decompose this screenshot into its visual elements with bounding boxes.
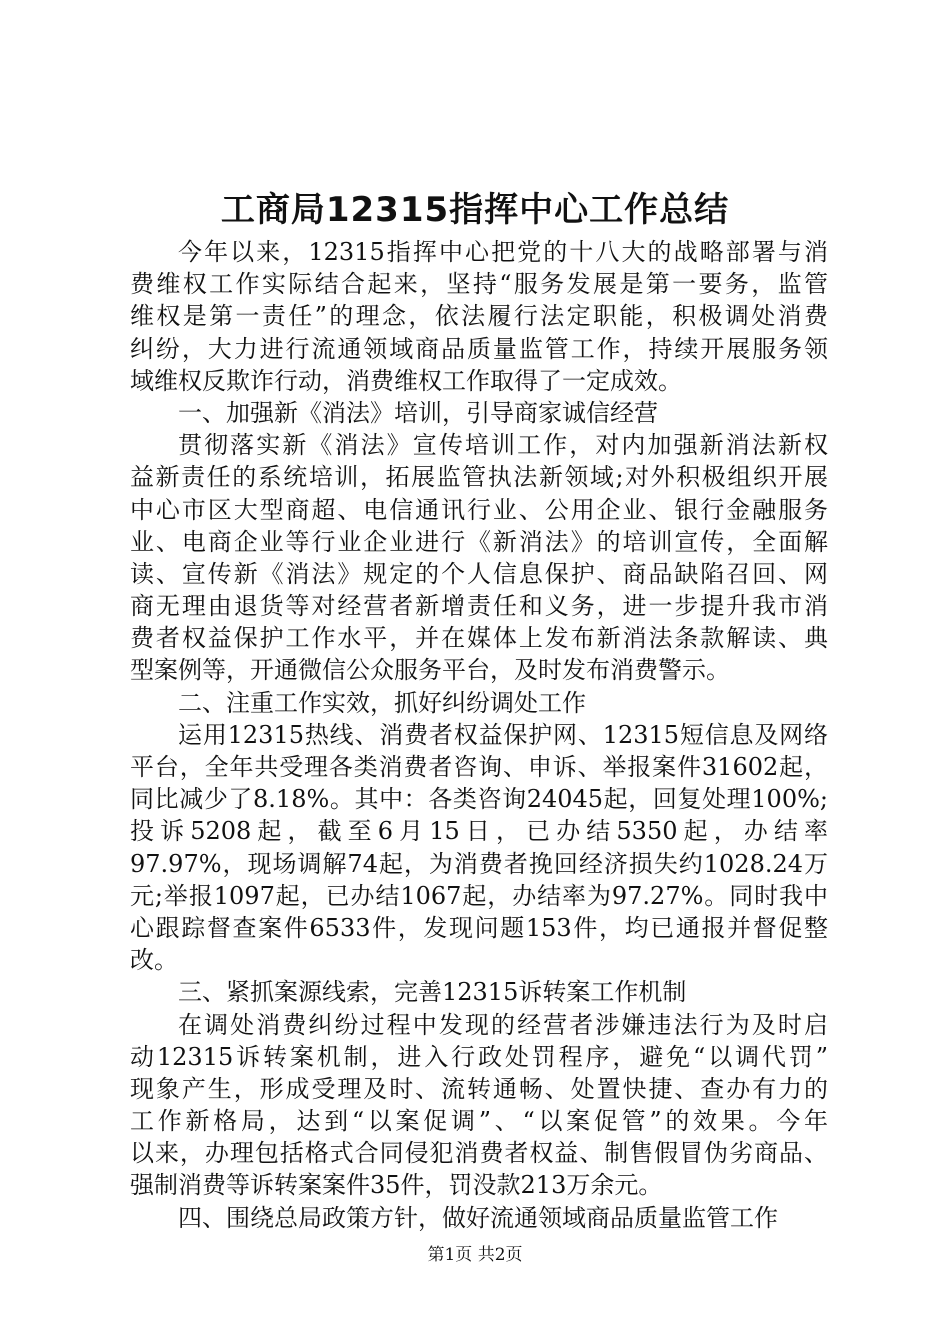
body-line: 在调处消费纠纷过程中发现的经营者涉嫌违法行为及时启 (178, 1010, 828, 1039)
body-line: 四、围绕总局政策方针，做好流通领域商品质量监管工作 (178, 1203, 778, 1232)
body-line: 元;举报1097起，已办结1067起，办结率为97.27%。同时我中 (130, 881, 828, 910)
body-line: 投诉5208起，截至6月15日，已办结5350起，办结率 (130, 817, 828, 846)
body-line: 运用12315热线、消费者权益保护网、12315短信息及网络 (178, 720, 828, 749)
body-line: 域维权反欺诈行动，消费维权工作取得了一定成效。 (130, 366, 682, 395)
body-line: 一、加强新《消法》培训，引导商家诚信经营 (178, 398, 658, 427)
body-line: 费维权工作实际结合起来，坚持“服务发展是第一要务，监管 (130, 270, 828, 299)
body-line: 改。 (130, 946, 178, 975)
body-line: 工作新格局，达到“以案促调”、“以案促管”的效果。今年 (130, 1107, 828, 1136)
body-line: 纠纷，大力进行流通领域商品质量监管工作，持续开展服务领 (130, 334, 828, 363)
body-line: 现象产生，形成受理及时、流转通畅、处置快捷、查办有力的 (130, 1074, 828, 1103)
body-line: 中心市区大型商超、电信通讯行业、公用企业、银行金融服务 (130, 495, 828, 524)
body-line: 以来，办理包括格式合同侵犯消费者权益、制售假冒伪劣商品、 (130, 1139, 828, 1168)
document-title: 工商局12315指挥中心工作总结 (220, 190, 730, 230)
body-line: 今年以来，12315指挥中心把党的十八大的战略部署与消 (178, 238, 828, 266)
body-line: 读、宣传新《消法》规定的个人信息保护、商品缺陷召回、网 (130, 559, 828, 588)
body-line: 维权是第一责任”的理念，依法履行法定职能，积极调处消费 (130, 302, 828, 331)
body-line: 平台，全年共受理各类消费者咨询、申诉、举报案件31602起， (130, 753, 828, 781)
body-line: 费者权益保护工作水平，并在媒体上发布新消法条款解读、典 (130, 624, 828, 653)
body-line: 益新责任的系统培训，拓展监管执法新领域;对外积极组织开展 (130, 463, 828, 492)
body-line: 二、注重工作实效，抓好纠纷调处工作 (178, 688, 586, 717)
body-line: 贯彻落实新《消法》宣传培训工作，对内加强新消法新权 (178, 431, 828, 460)
body-line: 97.97%，现场调解74起，为消费者挽回经济损失约1028.24万 (130, 849, 828, 878)
body-line: 强制消费等诉转案案件35件，罚没款213万余元。 (130, 1171, 663, 1200)
body-line: 业、电商企业等行业企业进行《新消法》的培训宣传，全面解 (130, 527, 828, 556)
body-line: 商无理由退货等对经营者新增责任和义务，进一步提升我市消 (130, 592, 828, 621)
body-line: 动12315诉转案机制，进入行政处罚程序，避免“以调代罚” (130, 1042, 828, 1071)
body-line: 同比减少了8.18%。其中：各类咨询24045起，回复处理100%; (130, 785, 828, 814)
body-line: 心跟踪督查案件6533件，发现问题153件，均已通报并督促整 (130, 913, 828, 942)
body-line: 型案例等，开通微信公众服务平台，及时发布消费警示。 (130, 656, 730, 685)
document-body (130, 236, 828, 1234)
body-line: 三、紧抓案源线索，完善12315诉转案工作机制 (178, 978, 687, 1007)
page-indicator: 第1页 共2页 (427, 1245, 523, 1265)
